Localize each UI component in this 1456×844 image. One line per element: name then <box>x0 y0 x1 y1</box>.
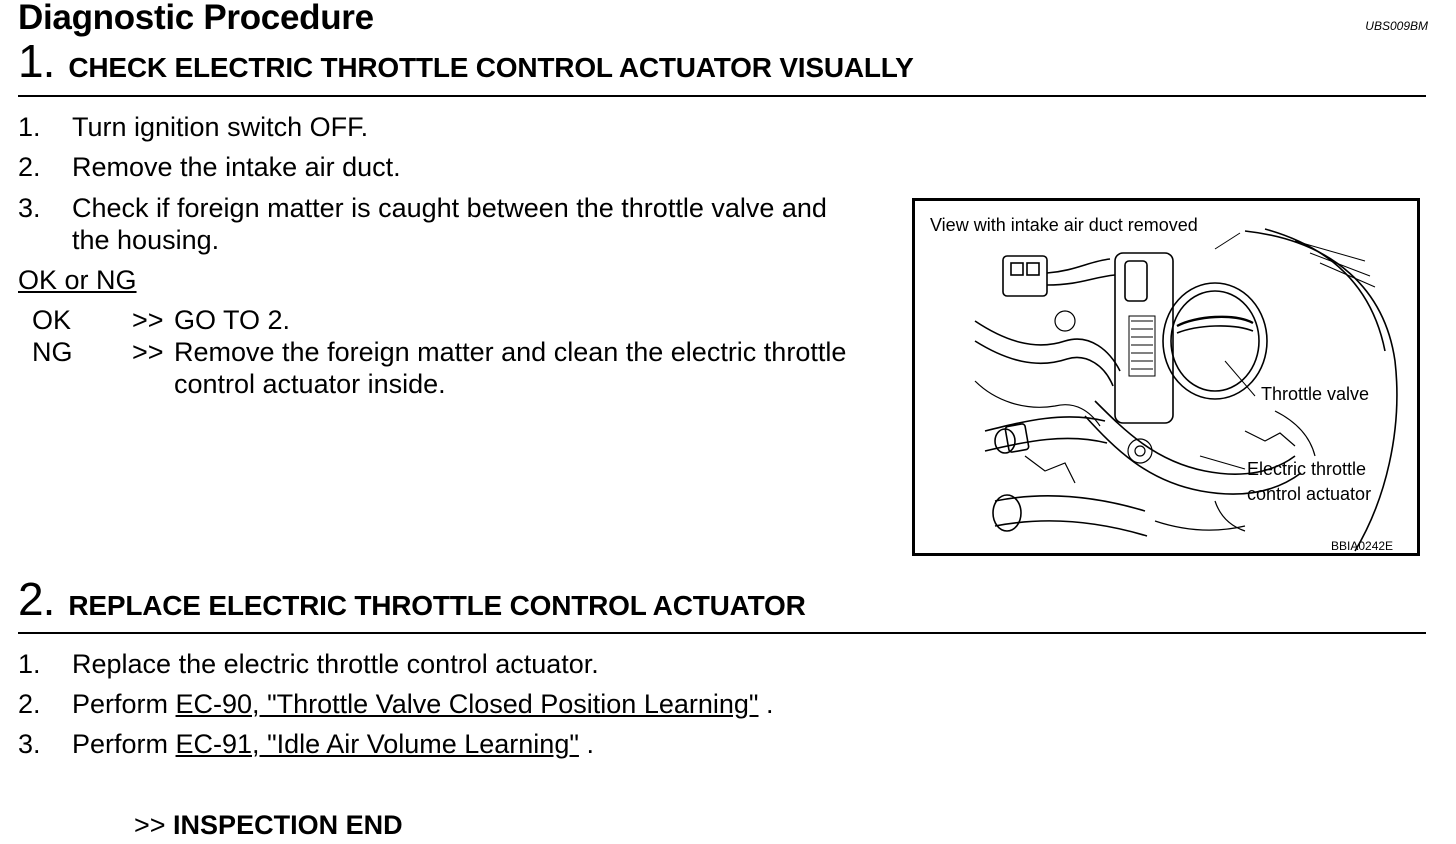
result-arrow: >> <box>132 337 164 367</box>
step-1-divider <box>18 95 1426 97</box>
list-item-text <box>72 728 1218 760</box>
step-2-title: REPLACE ELECTRIC THROTTLE CONTROL ACTUATOR <box>68 590 806 621</box>
inspection-end <box>134 808 403 842</box>
list-item-number: 3. <box>18 729 41 759</box>
result-value <box>174 336 902 400</box>
list-item-prefix: Perform <box>72 729 176 759</box>
end-text: INSPECTION END <box>173 810 403 840</box>
result-value-line: Remove the foreign matter and clean the electric throttle <box>174 337 847 367</box>
list-item <box>18 151 898 183</box>
figure-caption: View with intake air duct removed <box>930 215 1198 235</box>
engine-figure <box>912 198 1420 556</box>
ec-91-link[interactable]: EC-91, "Idle Air Volume Learning" <box>175 729 579 759</box>
step-2-divider <box>18 632 1426 634</box>
result-ok <box>32 304 902 336</box>
list-item-prefix: Perform <box>72 689 176 719</box>
actuator-label-line2: control actuator <box>1247 484 1372 504</box>
figure-code: BBIA0242E <box>1331 539 1394 553</box>
ok-or-ng-heading: OK or NG <box>18 265 137 295</box>
list-item <box>18 648 1218 680</box>
document-id: UBS009BM <box>1365 19 1428 33</box>
list-item-text: Replace the electric throttle control actuator. <box>72 649 599 679</box>
end-arrow: >> <box>134 810 174 840</box>
throttle-valve-label: Throttle valve <box>1261 384 1370 404</box>
page-title: Diagnostic Procedure <box>18 0 374 37</box>
list-item-text <box>72 688 1218 720</box>
result-key: NG <box>32 337 73 367</box>
list-item-number: 2. <box>18 689 41 719</box>
result-value: GO TO 2. <box>174 305 291 335</box>
actuator-label-line1: Electric throttle <box>1247 459 1367 479</box>
step-1-title: CHECK ELECTRIC THROTTLE CONTROL ACTUATOR VISUALLY <box>68 52 914 83</box>
list-item <box>18 192 908 256</box>
list-item-text-line: the housing. <box>72 225 220 255</box>
step-2-number: 2. <box>18 573 55 625</box>
list-item-number: 2. <box>18 152 41 182</box>
step-2-heading <box>18 573 806 625</box>
list-item-number: 3. <box>18 193 41 223</box>
list-item <box>18 688 1218 720</box>
result-value-line: control actuator inside. <box>174 369 446 399</box>
list-item-number: 1. <box>18 112 41 142</box>
list-item-text: Turn ignition switch OFF. <box>72 112 369 142</box>
step-1-number: 1. <box>18 35 55 87</box>
step-1-heading <box>18 35 914 87</box>
list-item-suffix: . <box>758 689 774 719</box>
result-key: OK <box>32 305 72 335</box>
list-item-text-line: Check if foreign matter is caught between the throttle valve and <box>72 193 827 223</box>
list-item-number: 1. <box>18 649 41 679</box>
list-item <box>18 111 898 143</box>
list-item-text <box>72 192 908 256</box>
result-arrow: >> <box>132 305 164 335</box>
list-item <box>18 728 1218 760</box>
list-item-suffix: . <box>578 729 594 759</box>
result-ng <box>32 336 902 400</box>
list-item-text: Remove the intake air duct. <box>72 152 401 182</box>
ec-90-link[interactable]: EC-90, "Throttle Valve Closed Position Learning" <box>175 689 759 719</box>
